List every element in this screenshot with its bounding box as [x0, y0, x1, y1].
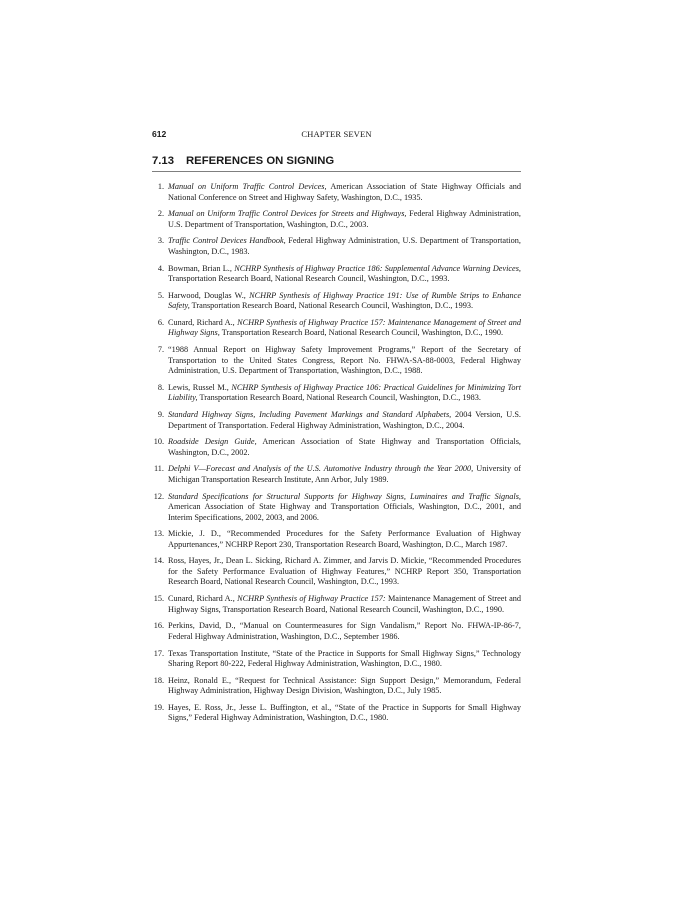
reference-title: Manual on Uniform Traffic Control Devices for Streets and Highways, — [168, 209, 407, 219]
reference-item — [152, 649, 521, 670]
reference-number: 4. — [157, 263, 164, 273]
reference-item — [152, 676, 521, 697]
reference-number: 9. — [157, 410, 164, 419]
reference-number: 16. — [153, 621, 164, 631]
reference-number: 5. — [157, 290, 164, 300]
reference-number: 17. — [153, 648, 164, 658]
reference-item — [152, 621, 521, 642]
reference-item — [152, 556, 521, 588]
reference-number: 15. — [153, 594, 164, 604]
reference-item — [152, 437, 521, 458]
reference-item — [152, 703, 521, 724]
reference-number: 2. — [157, 209, 164, 219]
reference-text: 2004 Version, U.S. Department of Transportation. Federal Highway Administration, Washington, D.C., 2004. — [168, 410, 521, 430]
reference-text: Transportation Research Board, National Research Council, Washington, D.C., 1993. — [189, 301, 474, 311]
reference-text: Federal Highway Administration, U.S. Department of Transportation, Washington, D.C., 1983. — [168, 236, 521, 256]
reference-item — [152, 291, 521, 312]
reference-number: 14. — [153, 556, 164, 566]
reference-item — [152, 264, 521, 285]
reference-title: NCHRP Synthesis of Highway Practice 186: Supplemental Advance Warning Devices, — [234, 263, 521, 273]
reference-title: NCHRP Synthesis of Highway Practice 106: Practical Guidelines for Minimizing Tort Liability, — [168, 382, 522, 403]
reference-text: Perkins, David, D., “Manual on Countermeasures for Sign Vandalism,” Report No. FHWA-IP-86-7, Federal Highway Administration, Washington, D.C., September 1986. — [168, 621, 521, 641]
reference-item — [152, 464, 521, 485]
reference-text: Mickie, J. D., “Recommended Procedures for the Safety Performance Evaluation of Highway Appurtenances,” NCHRP Report 230, Transportation Research Board, Washington, D.C., March 1987. — [168, 529, 521, 549]
reference-item — [152, 383, 521, 404]
reference-title: NCHRP Synthesis of Highway Practice 157: Maintenance Management of Street and Highway Signs, — [168, 317, 521, 338]
reference-item — [152, 529, 521, 550]
reference-number: 11. — [153, 464, 164, 474]
reference-number: 13. — [153, 529, 164, 539]
running-head — [152, 127, 521, 141]
reference-title: Traffic Control Devices Handbook, — [168, 236, 286, 246]
reference-item — [152, 236, 521, 257]
reference-title: Standard Specifications for Structural Supports for Highway Signs, Luminaires and Traffic Signals, — [168, 491, 521, 501]
reference-text: Federal Highway Administration, U.S. Department of Transportation, Washington, D.C., 2003. — [168, 209, 521, 229]
reference-list — [152, 182, 521, 730]
reference-title: NCHRP Synthesis of Highway Practice 191: Use of Rumble Strips to Enhance Safety, — [168, 290, 522, 311]
reference-text: American Association of State Highway Officials and National Conference on Street and Highway Safety, Washington, D.C., 1935. — [168, 182, 521, 202]
reference-text: American Association of State Highway and Transportation Officials, Washington, D.C., 2001, and Interim Specifications, 2002, 2003, and 2006. — [168, 502, 521, 522]
reference-text: Ross, Hayes, Jr., Dean L. Sicking, Richard A. Zimmer, and Jarvis D. Mickie, “Recommended Procedures for the Safety Performance Evaluation of Highway Features,” NCHRP Report 350, Transportation Research Board, National Research Council, Washington, D.C., 1993. — [168, 556, 521, 587]
reference-title: Standard Highway Signs, Including Pavement Markings and Standard Alphabets, — [168, 410, 452, 419]
reference-text: Transportation Research Board, National Research Council, Washington, D.C., 1990. — [219, 328, 504, 338]
reference-text: Lewis, Russel M., — [168, 382, 232, 392]
reference-text: Harwood, Douglas W., — [168, 290, 250, 300]
section-heading — [152, 152, 521, 172]
section-number: 7.13 — [152, 155, 174, 167]
reference-item — [152, 410, 521, 431]
chapter-title: CHAPTER SEVEN — [301, 129, 372, 139]
reference-number: 6. — [157, 317, 164, 327]
reference-title: Manual on Uniform Traffic Control Devices, — [168, 182, 327, 191]
reference-text: Cunard, Richard A., — [168, 317, 238, 327]
reference-text: Heinz, Ronald E., “Request for Technical Assistance: Sign Support Design,” Memorandum, Federal Highway Administration, Highway Design Division, Washington, D.C., July 1985. — [168, 675, 521, 696]
reference-number: 1. — [157, 182, 164, 191]
page-number: 612 — [152, 129, 167, 139]
reference-number: 12. — [153, 491, 164, 501]
reference-text: Transportation Research Board, National Research Council, Washington, D.C., 1983. — [197, 393, 481, 403]
reference-number: 10. — [153, 437, 164, 447]
reference-number: 3. — [157, 236, 164, 246]
reference-text: Hayes, E. Ross, Jr., Jesse L. Buffington, et al., “State of the Practice in Supports for Small Highway Signs,” Federal Highway Administration, Washington, D.C., 1980. — [168, 702, 521, 723]
reference-title: NCHRP Synthesis of Highway Practice 157: — [237, 594, 386, 604]
reference-text: Maintenance Management of Street and Highway Signs, Transportation Research Board, National Research Council, Washington, D.C., 1990. — [168, 594, 522, 614]
reference-text: Cunard, Richard A., — [168, 594, 238, 604]
reference-text: Transportation Research Board, National Research Council, Washington, D.C., 1993. — [168, 274, 450, 284]
reference-number: 18. — [153, 675, 164, 685]
reference-item — [152, 182, 521, 203]
reference-item — [152, 345, 521, 377]
reference-item — [152, 594, 521, 615]
reference-title: Delphi V—Forecast and Analysis of the U.S. Automotive Industry through the Year 2000, — [168, 464, 474, 474]
reference-number: 19. — [153, 702, 164, 712]
reference-item — [152, 492, 521, 524]
reference-number: 7. — [157, 345, 164, 355]
reference-text: “1988 Annual Report on Highway Safety Improvement Programs,” Report of the Secretary of Transportation to the United States Congress, Report No. FHWA-SA-88-0003, Federal Highway Administration, U.S. Department of Transportation, Washington, D.C., 1988. — [168, 345, 521, 376]
reference-title: Roadside Design Guide, — [168, 437, 257, 447]
reference-item — [152, 209, 521, 230]
section-title: REFERENCES ON SIGNING — [186, 155, 335, 167]
reference-number: 8. — [157, 382, 164, 392]
reference-item — [152, 318, 521, 339]
reference-text: American Association of State Highway and Transportation Officials, Washington, D.C., 2002. — [168, 437, 521, 457]
reference-text: Bowman, Brian L., — [168, 263, 235, 273]
reference-text: Texas Transportation Institute, “State of the Practice in Supports for Small Highway Signs,” Technology Sharing Report 80-222, Federal Highway Administration, Washington, D.C., 1980. — [168, 648, 521, 668]
reference-text: University of Michigan Transportation Research Institute, Ann Arbor, July 1989. — [168, 464, 522, 484]
